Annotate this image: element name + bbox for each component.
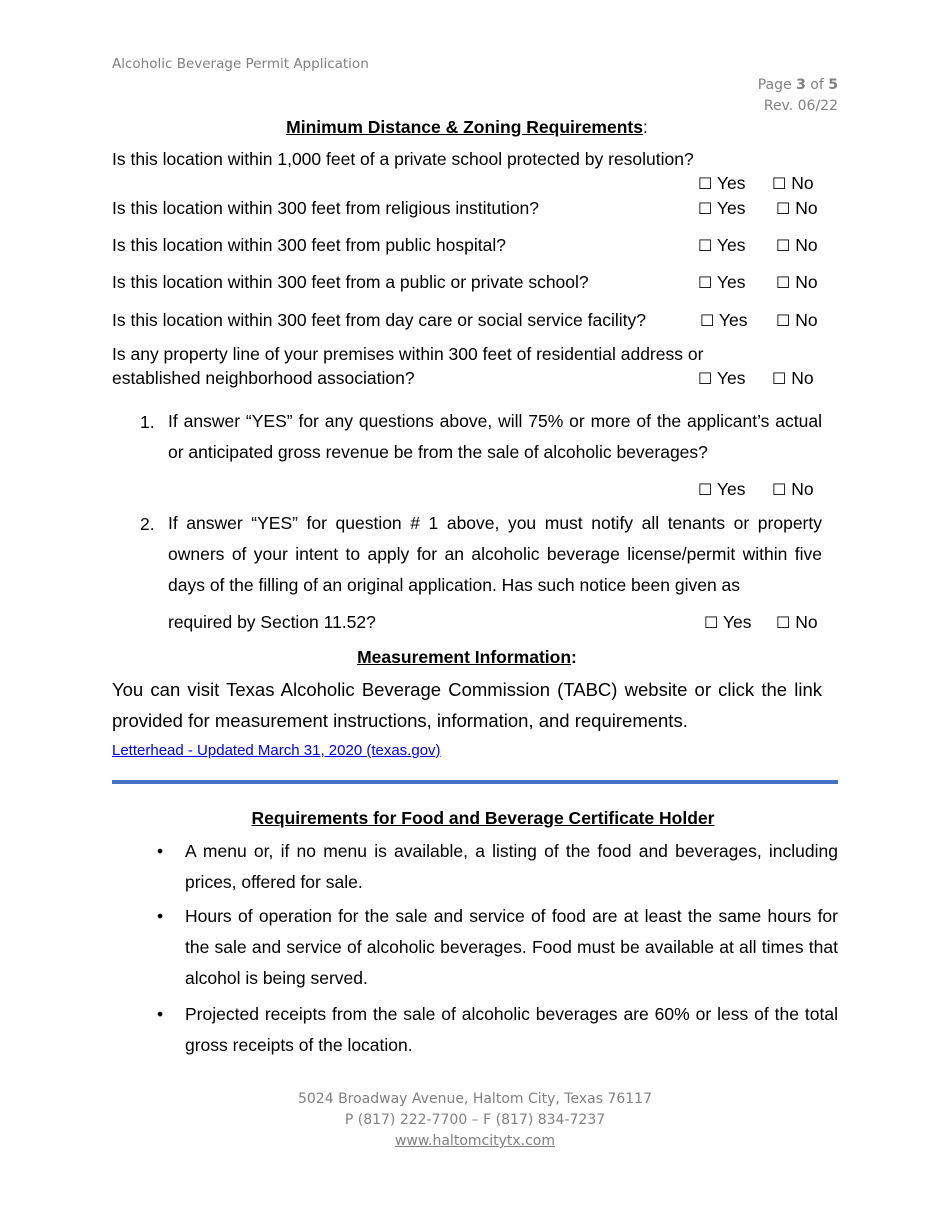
numbered-item-1-text: If answer “YES” for any questions above, will 75% or more of the applicant’s actual or anticipated gross revenue be from the sale of alcoholic beverages?: [168, 411, 822, 462]
n2-yes-option[interactable]: ☐ Yes: [704, 612, 752, 632]
checkbox-icon: ☐: [698, 480, 713, 499]
n1-yes-option[interactable]: ☐ Yes: [698, 479, 746, 499]
checkbox-icon: ☐: [776, 613, 791, 632]
checkbox-icon: ☐: [698, 273, 713, 292]
document-title: Alcoholic Beverage Permit Application: [112, 56, 369, 72]
q4-yes-option[interactable]: ☐ Yes: [698, 272, 746, 292]
q2-no-option[interactable]: ☐ No: [776, 198, 818, 218]
bullet-icon: •: [157, 1004, 164, 1024]
checkbox-icon: ☐: [772, 174, 787, 193]
bullet-icon: •: [157, 841, 164, 861]
footer-address: 5024 Broadway Avenue, Haltom City, Texas 76117: [297, 1091, 652, 1107]
question-private-school-resolution: Is this location within 1,000 feet of a private school protected by resolution?: [112, 149, 694, 169]
q6-no-option[interactable]: ☐ No: [772, 368, 814, 388]
question-public-hospital: Is this location within 300 feet from public hospital?: [112, 235, 506, 255]
n2-no-option[interactable]: ☐ No: [776, 612, 818, 632]
zoning-heading: Minimum Distance & Zoning Requirements:: [286, 117, 648, 137]
footer-website-link[interactable]: www.haltomcitytx.com: [394, 1133, 556, 1149]
checkbox-icon: ☐: [776, 199, 791, 218]
page-number: Page 3 of 5: [757, 77, 838, 93]
checkbox-icon: ☐: [772, 480, 787, 499]
tabc-measurement-link[interactable]: Letterhead - Updated March 31, 2020 (texas.gov): [112, 742, 441, 759]
footer-website-row: [0, 1133, 950, 1149]
q2-yes-option[interactable]: ☐ Yes: [698, 198, 746, 218]
checkbox-icon: ☐: [772, 369, 787, 388]
revision-date: Rev. 06/22: [763, 98, 838, 114]
checkbox-icon: ☐: [698, 199, 713, 218]
q4-no-option[interactable]: ☐ No: [776, 272, 818, 292]
checkbox-icon: ☐: [700, 311, 715, 330]
numbered-item-2-number: 2.: [140, 514, 155, 534]
checkbox-icon: ☐: [698, 236, 713, 255]
numbered-item-2-text: If answer “YES” for question # 1 above, you must notify all tenants or property owners of your intent to apply for an alcoholic beverage license/permit within five days of the filling of an original application. Has such notice been given as: [168, 513, 822, 595]
checkbox-icon: ☐: [698, 174, 713, 193]
checkbox-icon: ☐: [776, 273, 791, 292]
question-religious-institution: Is this location within 300 feet from religious institution?: [112, 198, 540, 218]
bullet-icon: •: [157, 906, 164, 926]
q5-yes-option[interactable]: ☐ Yes: [700, 310, 748, 330]
measurement-text: You can visit Texas Alcoholic Beverage Commission (TABC) website or click the link provided for measurement instructions, information, and requirements.: [112, 679, 822, 731]
checkbox-icon: ☐: [776, 236, 791, 255]
fb-requirement-menu: A menu or, if no menu is available, a listing of the food and beverages, including prices, offered for sale.: [185, 841, 838, 892]
q3-yes-option[interactable]: ☐ Yes: [698, 235, 746, 255]
numbered-item-2-last-line: required by Section 11.52?: [168, 612, 376, 632]
question-school: Is this location within 300 feet from a public or private school?: [112, 272, 589, 292]
question-residential-line2: established neighborhood association?: [112, 368, 415, 388]
question-residential-line1: Is any property line of your premises within 300 feet of residential address or: [112, 344, 704, 364]
q1-yes-option[interactable]: ☐ Yes: [698, 173, 746, 193]
q1-no-option[interactable]: ☐ No: [772, 173, 814, 193]
n1-no-option[interactable]: ☐ No: [772, 479, 814, 499]
checkbox-icon: ☐: [704, 613, 719, 632]
q5-no-option[interactable]: ☐ No: [776, 310, 818, 330]
fb-requirement-hours: Hours of operation for the sale and service of food are at least the same hours for the sale and service of alcoholic beverages. Food must be available at all times that alcohol is being served.: [185, 906, 838, 988]
checkbox-icon: ☐: [698, 369, 713, 388]
fb-requirement-receipts: Projected receipts from the sale of alcoholic beverages are 60% or less of the total gross receipts of the location.: [185, 1004, 838, 1055]
section-divider: [112, 780, 838, 784]
footer-phone: P (817) 222-7700 – F (817) 834-7237: [344, 1112, 606, 1128]
measurement-heading: Measurement Information:: [357, 647, 577, 667]
q6-yes-option[interactable]: ☐ Yes: [698, 368, 746, 388]
checkbox-icon: ☐: [776, 311, 791, 330]
food-beverage-heading: Requirements for Food and Beverage Certificate Holder: [251, 808, 715, 828]
numbered-item-1-number: 1.: [140, 412, 155, 432]
q3-no-option[interactable]: ☐ No: [776, 235, 818, 255]
question-day-care: Is this location within 300 feet from day care or social service facility?: [112, 310, 646, 330]
